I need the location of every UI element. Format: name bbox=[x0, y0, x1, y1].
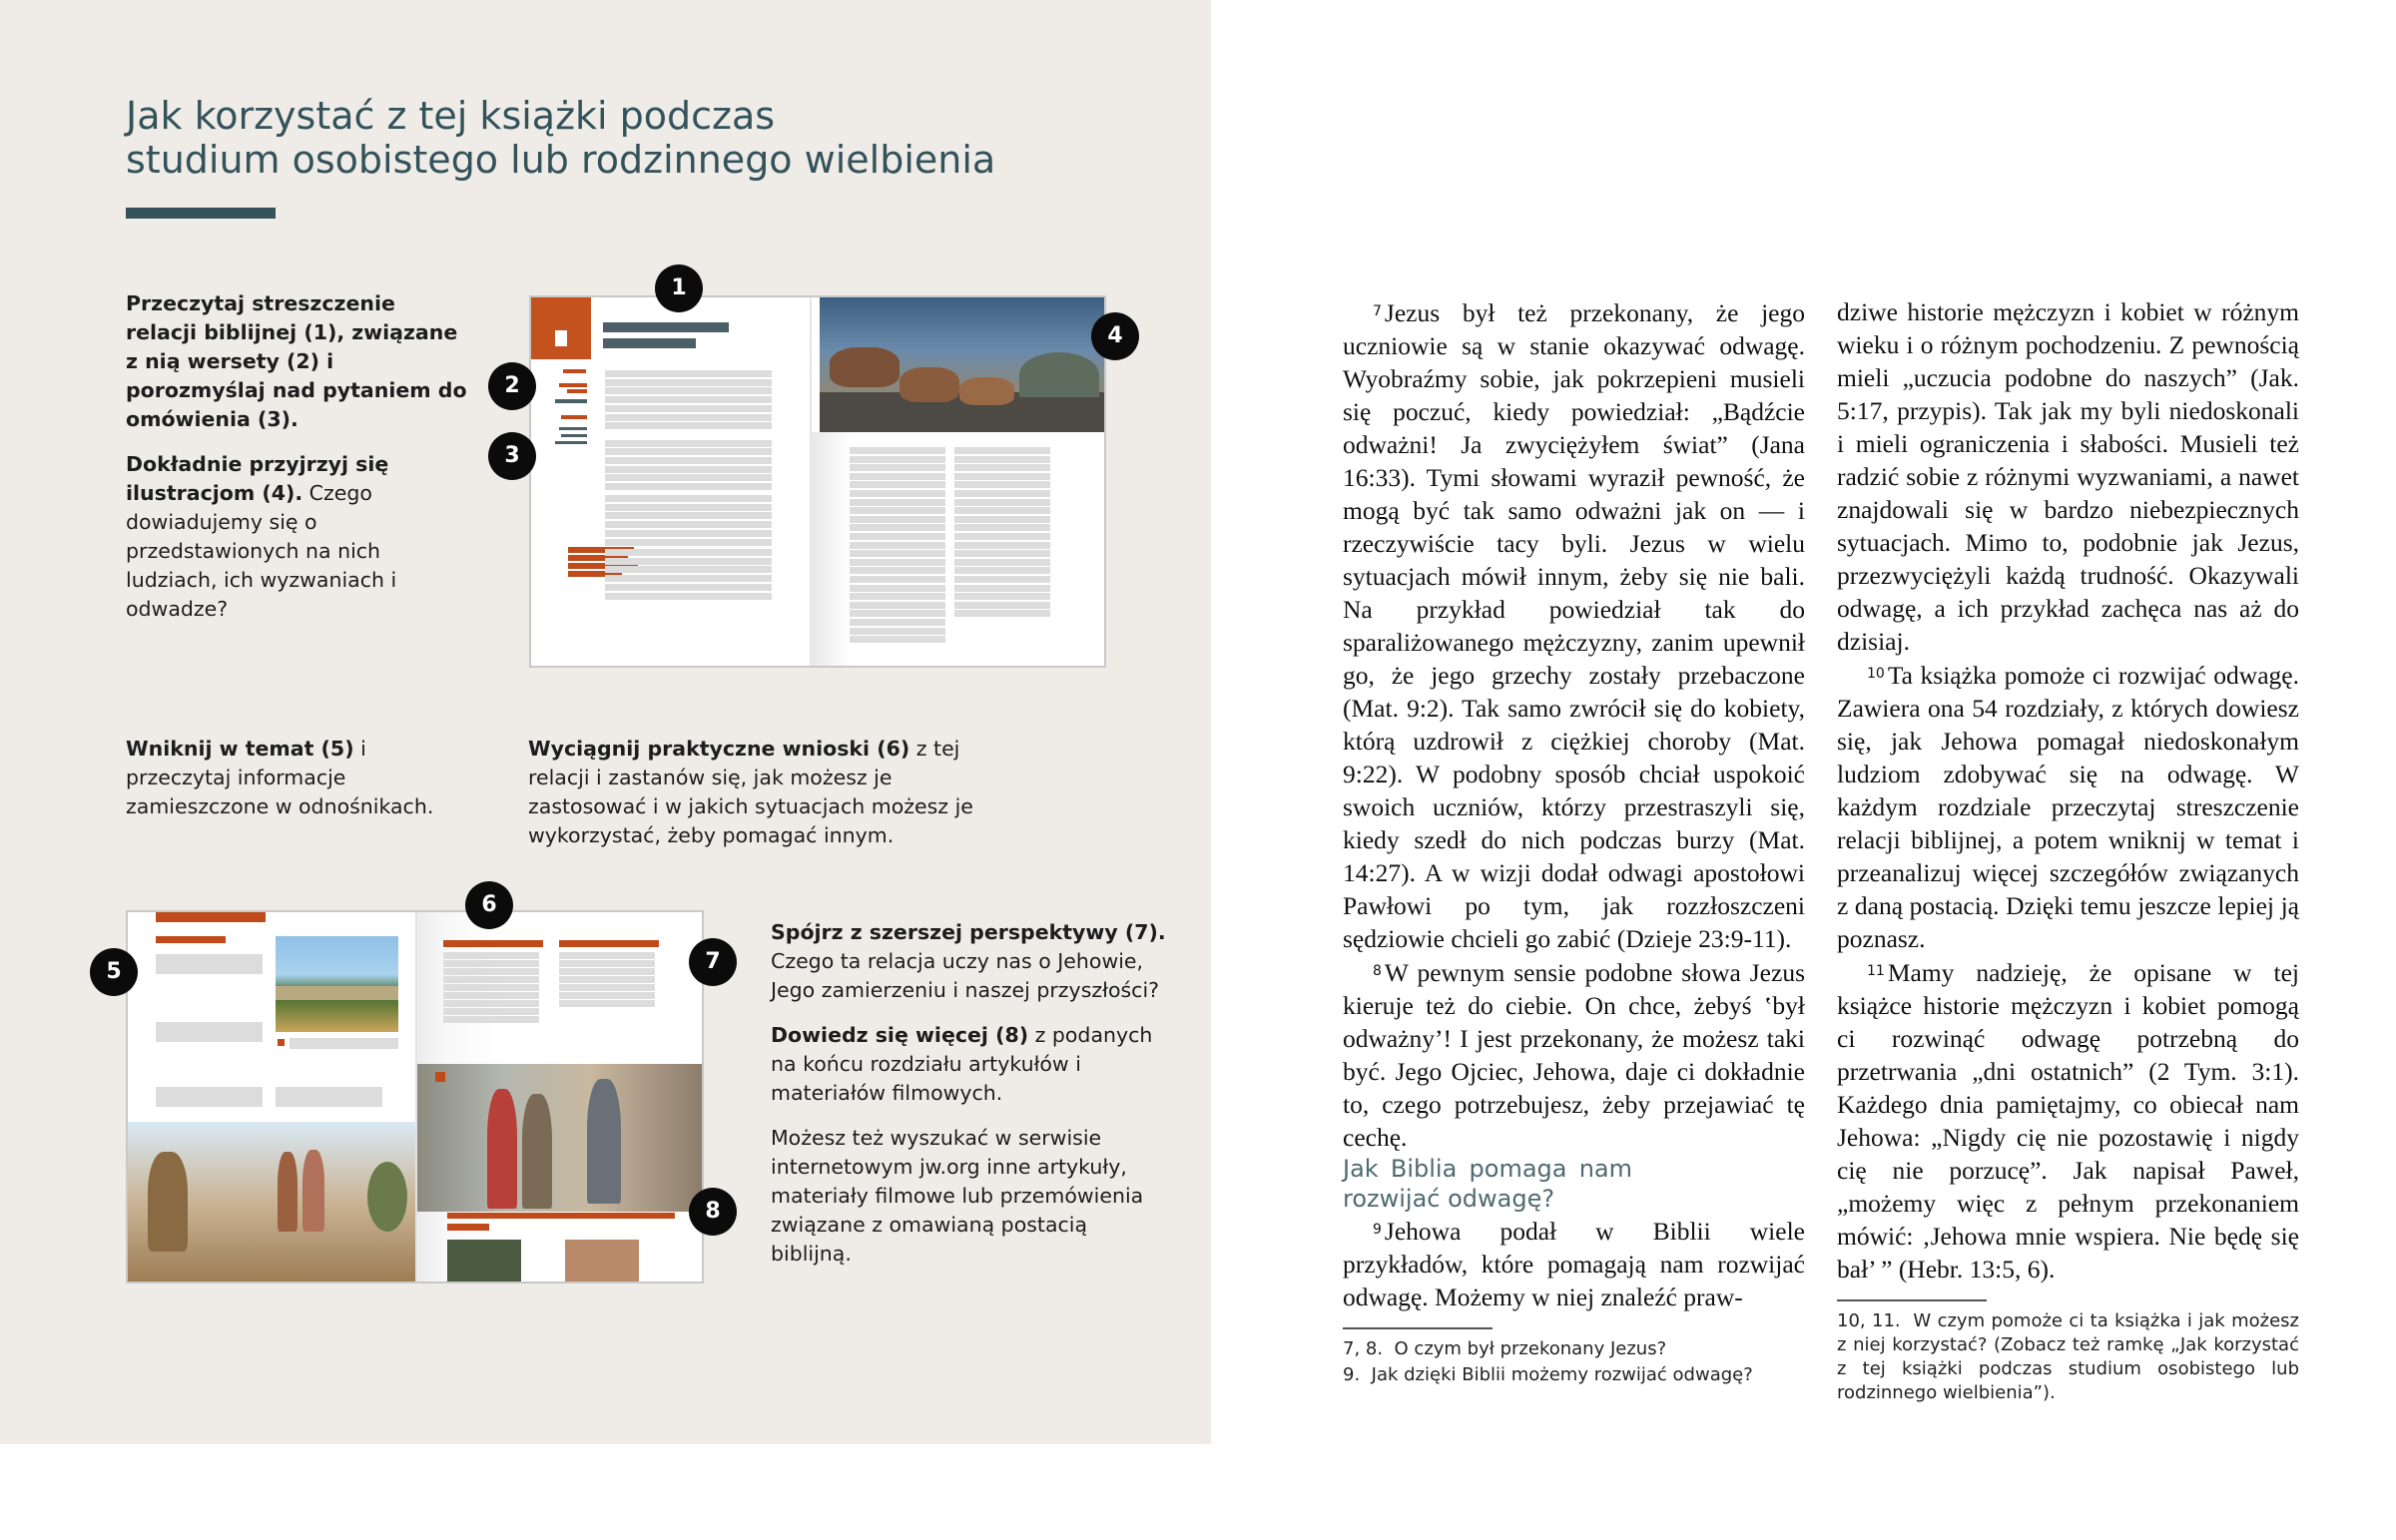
placeholder-line bbox=[605, 387, 772, 394]
placeholder-line bbox=[850, 636, 945, 643]
placeholder-line bbox=[156, 967, 263, 974]
placeholder-line bbox=[605, 504, 772, 511]
placeholder-line bbox=[605, 370, 772, 377]
placeholder-line bbox=[605, 414, 772, 421]
title-line-1: Jak korzystać z tej książki podczas bbox=[126, 94, 776, 138]
placeholder-line bbox=[605, 440, 772, 447]
book-spread-illustration-2 bbox=[126, 910, 704, 1283]
placeholder-line bbox=[954, 456, 1050, 463]
placeholder-line bbox=[443, 984, 539, 991]
placeholder-line bbox=[443, 1000, 539, 1007]
placeholder-line bbox=[605, 448, 772, 455]
paragraph-7: $^7$ Jezus był też przekonany, że jego uczniowie są w stanie okazywać odwagę. Wyobraźmy sobie, jak pokrzepieni musieli się poczuć, kiedy powiedział: „Bądźcie odważni! Ja zwyciężyłem świat” (Jana 16:33). Tymi słowami wyraził pewność, że mogą być tak samo odważni jak on — i rzeczywiście tacy byli. Jezus w wielu sytuacjach mówił innym, żeby się nie bali. Na przykład powiedział tak do sparaliżowanego mężczyzny, zanim upewnił go, że jego grzechy zostały przebaczone (Mat. 9:2). Tak samo zwrócił się do kobiety, którą uzdrowił z ciężkiej choroby (Mat. 9:22). W podobny sposób chciał uspokoić swoich uczniów, którzy przestraszyli się, kiedy szedł do nich podczas burzy (Mat. 14:27). A w wizji dodał odwagi apostołowi Pawłowi po tym, jak rozzłoszczeni sędziowie chcieli go zabić (Dzieje 23:9-11). bbox=[1343, 298, 1805, 953]
placeholder-line bbox=[559, 960, 655, 967]
placeholder-line bbox=[850, 567, 945, 574]
placeholder-line bbox=[850, 516, 945, 523]
placeholder-line bbox=[559, 992, 655, 999]
placeholder-line bbox=[954, 447, 1050, 454]
placeholder-line bbox=[605, 483, 772, 490]
study-questions-col2 bbox=[1837, 1309, 2299, 1405]
text-column-1 bbox=[1343, 295, 1805, 1389]
placeholder-line bbox=[605, 379, 772, 386]
instruction-2: Dokładnie przyjrzyj się ilustracjom (4). Czego dowiadujemy się o przedstawionych na nich ludziach, ich wyzwaniach i odwadze? bbox=[126, 452, 397, 621]
placeholder-line bbox=[605, 593, 772, 600]
book-spread-illustration-1 bbox=[529, 295, 1106, 668]
placeholder-line bbox=[443, 976, 539, 983]
placeholder-line bbox=[605, 405, 772, 412]
placeholder-line bbox=[156, 1100, 263, 1107]
placeholder-line bbox=[605, 575, 772, 582]
placeholder-line bbox=[559, 1000, 655, 1007]
placeholder-line bbox=[850, 610, 945, 617]
placeholder-line bbox=[559, 952, 655, 959]
title-line-2: studium osobistego lub rodzinnego wielbienia bbox=[126, 138, 996, 182]
placeholder-line bbox=[605, 422, 772, 429]
placeholder-line bbox=[850, 481, 945, 488]
marker-6: 6 bbox=[465, 881, 513, 929]
placeholder-line bbox=[850, 550, 945, 557]
placeholder-line bbox=[850, 585, 945, 592]
marker-2: 2 bbox=[488, 362, 536, 410]
chapter-tab bbox=[531, 297, 591, 359]
congregation-photo bbox=[417, 1064, 704, 1212]
study-questions-col1 bbox=[1343, 1337, 1805, 1387]
placeholder-line bbox=[559, 968, 655, 975]
placeholder-line bbox=[954, 550, 1050, 557]
footnote-rule bbox=[1837, 1299, 1987, 1301]
placeholder-line bbox=[605, 396, 772, 403]
placeholder-line bbox=[605, 495, 772, 502]
placeholder-line bbox=[954, 542, 1050, 549]
footnote-rule bbox=[1343, 1327, 1493, 1329]
placeholder-line bbox=[850, 619, 945, 626]
placeholder-line bbox=[954, 516, 1050, 523]
placeholder-line bbox=[276, 1100, 382, 1107]
placeholder-line bbox=[954, 473, 1050, 480]
placeholder-line bbox=[559, 984, 655, 991]
placeholder-line bbox=[156, 1035, 263, 1042]
placeholder-line bbox=[954, 481, 1050, 488]
instruction-6: Dowiedz się więcej (8) z podanych na końcu rozdziału artykułów i materiałów filmowych. bbox=[771, 1023, 1153, 1105]
placeholder-line bbox=[605, 566, 772, 573]
placeholder-line bbox=[954, 576, 1050, 583]
question-9: 9. Jak dzięki Biblii możemy rozwijać odwagę? bbox=[1343, 1363, 1753, 1385]
placeholder-line bbox=[443, 1016, 539, 1023]
paragraph-8: $^8$ W pewnym sensie podobne słowa Jezus kieruje też do ciebie. On chce, żebyś ‛był odważny’! I jest przekonany, że możesz taki być. Jego Ojciec, Jehowa, daje ci dokładnie to, czego potrzebujesz, żeby przejawiać tę cechę. bbox=[1343, 958, 1805, 1152]
question-7-8: 7, 8. O czym był przekonany Jezus? bbox=[1343, 1337, 1667, 1359]
instruction-7: Możesz też wyszukać w serwisie internetowym jw.org inne artykuły, materiały filmowe lub przemówienia związane z omawianą postacią biblijną. bbox=[771, 1126, 1144, 1266]
placeholder-line bbox=[850, 490, 945, 497]
placeholder-line bbox=[850, 602, 945, 609]
instruction-3: Wniknij w temat (5) i przeczytaj informacje zamieszczone w odnośnikach. bbox=[126, 737, 434, 818]
placeholder-line bbox=[850, 524, 945, 531]
placeholder-line bbox=[850, 628, 945, 635]
placeholder-line bbox=[850, 507, 945, 514]
instruction-5: Spójrz z szerszej perspektywy (7). Czego ta relacja uczy nas o Jehowie, Jego zamierzeniu i naszej przyszłości? bbox=[771, 920, 1166, 1002]
placeholder-line bbox=[954, 533, 1050, 540]
placeholder-line bbox=[605, 539, 772, 546]
placeholder-line bbox=[605, 549, 772, 556]
placeholder-line bbox=[954, 524, 1050, 531]
placeholder-line bbox=[850, 464, 945, 471]
instruction-4: Wyciągnij praktyczne wnioski (6) z tej relacji i zastanów się, jak możesz je zastosować i w jakich sytuacjach możesz je wykorzystać, żeby pomagać innym. bbox=[528, 737, 973, 847]
marker-7: 7 bbox=[689, 938, 737, 986]
marker-5: 5 bbox=[90, 948, 138, 996]
placeholder-line bbox=[605, 584, 772, 591]
placeholder-line bbox=[850, 447, 945, 454]
placeholder-line bbox=[850, 559, 945, 566]
paragraph-9: $^9$ Jehowa podał w Biblii wiele przykładów, które pomagają nam rozwijać odwagę. Możemy w niej znaleźć praw- bbox=[1343, 1217, 1805, 1311]
placeholder-line bbox=[605, 474, 772, 481]
placeholder-line bbox=[954, 507, 1050, 514]
paragraph-9-continued: dziwe historie mężczyzn i kobiet w różnym wieku i o różnym pochodzeniu. Z pewnością mieli „uczucia podobne do naszych” (Jak. 5:17, przypis). Tak jak my byli niedoskonali i mieli ograniczenia i słabości. Musieli też radzić sobie z różnymi wyzwaniami, a nawet znajdowali się w bardzo niebezpiecznych sytuacjach. Mimo to, podobnie jak Jezus, przezwyciężyli każdą trudność. Okazywali odwagę, a ich przykład zachęca nas aż do dzisiaj. bbox=[1837, 297, 2299, 656]
page-title bbox=[126, 94, 1124, 182]
placeholder-line bbox=[954, 567, 1050, 574]
placeholder-line bbox=[605, 457, 772, 464]
placeholder-line bbox=[443, 952, 539, 959]
placeholder-line bbox=[605, 521, 772, 528]
placeholder-line bbox=[954, 559, 1050, 566]
marker-1: 1 bbox=[655, 264, 703, 312]
placeholder-line bbox=[605, 558, 772, 565]
placeholder-line bbox=[954, 585, 1050, 592]
paragraph-10: $^{10}$ Ta książka pomoże ci rozwijać odwagę. Zawiera ona 54 rozdziały, z których dowiesz się, jak Jehowa pomagał niedoskonałym ludziom zdobywać się na odwagę. W każdym rozdziale przeczytaj streszczenie relacji biblijnej, a potem wniknij w temat i przeanalizuj więcej szczegółów związanych z daną postacią. Dzięki temu jeszcze lepiej ją poznasz. bbox=[1837, 661, 2299, 953]
placeholder-line bbox=[850, 576, 945, 583]
placeholder-line bbox=[954, 499, 1050, 506]
placeholder-line bbox=[443, 968, 539, 975]
video-thumbnail-2 bbox=[565, 1240, 639, 1283]
section-subheading: Jak Biblia pomaga nam rozwijać odwagę? bbox=[1343, 1155, 1632, 1213]
palm-trees-photo bbox=[276, 936, 398, 1032]
placeholder-line bbox=[443, 992, 539, 999]
placeholder-line bbox=[850, 542, 945, 549]
marker-4: 4 bbox=[1091, 312, 1139, 360]
text-column-2 bbox=[1837, 295, 2299, 1407]
placeholder-line bbox=[850, 533, 945, 540]
video-thumbnail-1 bbox=[447, 1240, 521, 1283]
placeholder-line bbox=[850, 499, 945, 506]
placeholder-line bbox=[954, 490, 1050, 497]
placeholder-line bbox=[559, 976, 655, 983]
placeholder-line bbox=[850, 456, 945, 463]
instructions-top bbox=[126, 289, 470, 640]
camel-caravan-illustration bbox=[820, 297, 1106, 432]
placeholder-line bbox=[850, 593, 945, 600]
biblical-scene-illustration bbox=[128, 1122, 416, 1283]
placeholder-line bbox=[443, 960, 539, 967]
instructions-bottom bbox=[771, 918, 1170, 1284]
placeholder-line bbox=[850, 473, 945, 480]
placeholder-line bbox=[954, 602, 1050, 609]
marker-3: 3 bbox=[488, 432, 536, 480]
paragraph-11: $^{11}$ Mamy nadzieję, że opisane w tej książce historie mężczyzn i kobiet pomogą ci rozwinąć odwagę potrzebną do przetrwania „dni ostatnich” (2 Tym. 3:1). Każdego dnia pamiętajmy, co obiecał nam Jehowa: „Nigdy cię nie pozostawię i nigdy cię nie porzucę”. Jak napisał Paweł, „możemy więc z pełnym przekonaniem mówić: ‚Jehowa mnie wspiera. Nie będę się bał’ ” (Hebr. 13:5, 6). bbox=[1837, 958, 2299, 1283]
instruction-1: Przeczytaj streszczenie relacji biblijnej (1), związane z nią wersety (2) i porozmyślaj nad pytaniem do omówienia (3). bbox=[126, 291, 467, 431]
placeholder-line bbox=[954, 610, 1050, 617]
placeholder-line bbox=[605, 530, 772, 537]
placeholder-line bbox=[605, 466, 772, 473]
placeholder-line bbox=[954, 593, 1050, 600]
marker-8: 8 bbox=[689, 1188, 737, 1236]
title-underline bbox=[126, 208, 276, 219]
placeholder-line bbox=[954, 464, 1050, 471]
placeholder-line bbox=[605, 512, 772, 519]
placeholder-line bbox=[443, 1008, 539, 1015]
question-10-11: 10, 11. W czym pomoże ci ta książka i jak możesz z niej korzystać? (Zobacz też ramkę „Jak korzystać z tej książki podczas studium osobistego lub rodzinnego wielbienia”). bbox=[1837, 1309, 2299, 1403]
